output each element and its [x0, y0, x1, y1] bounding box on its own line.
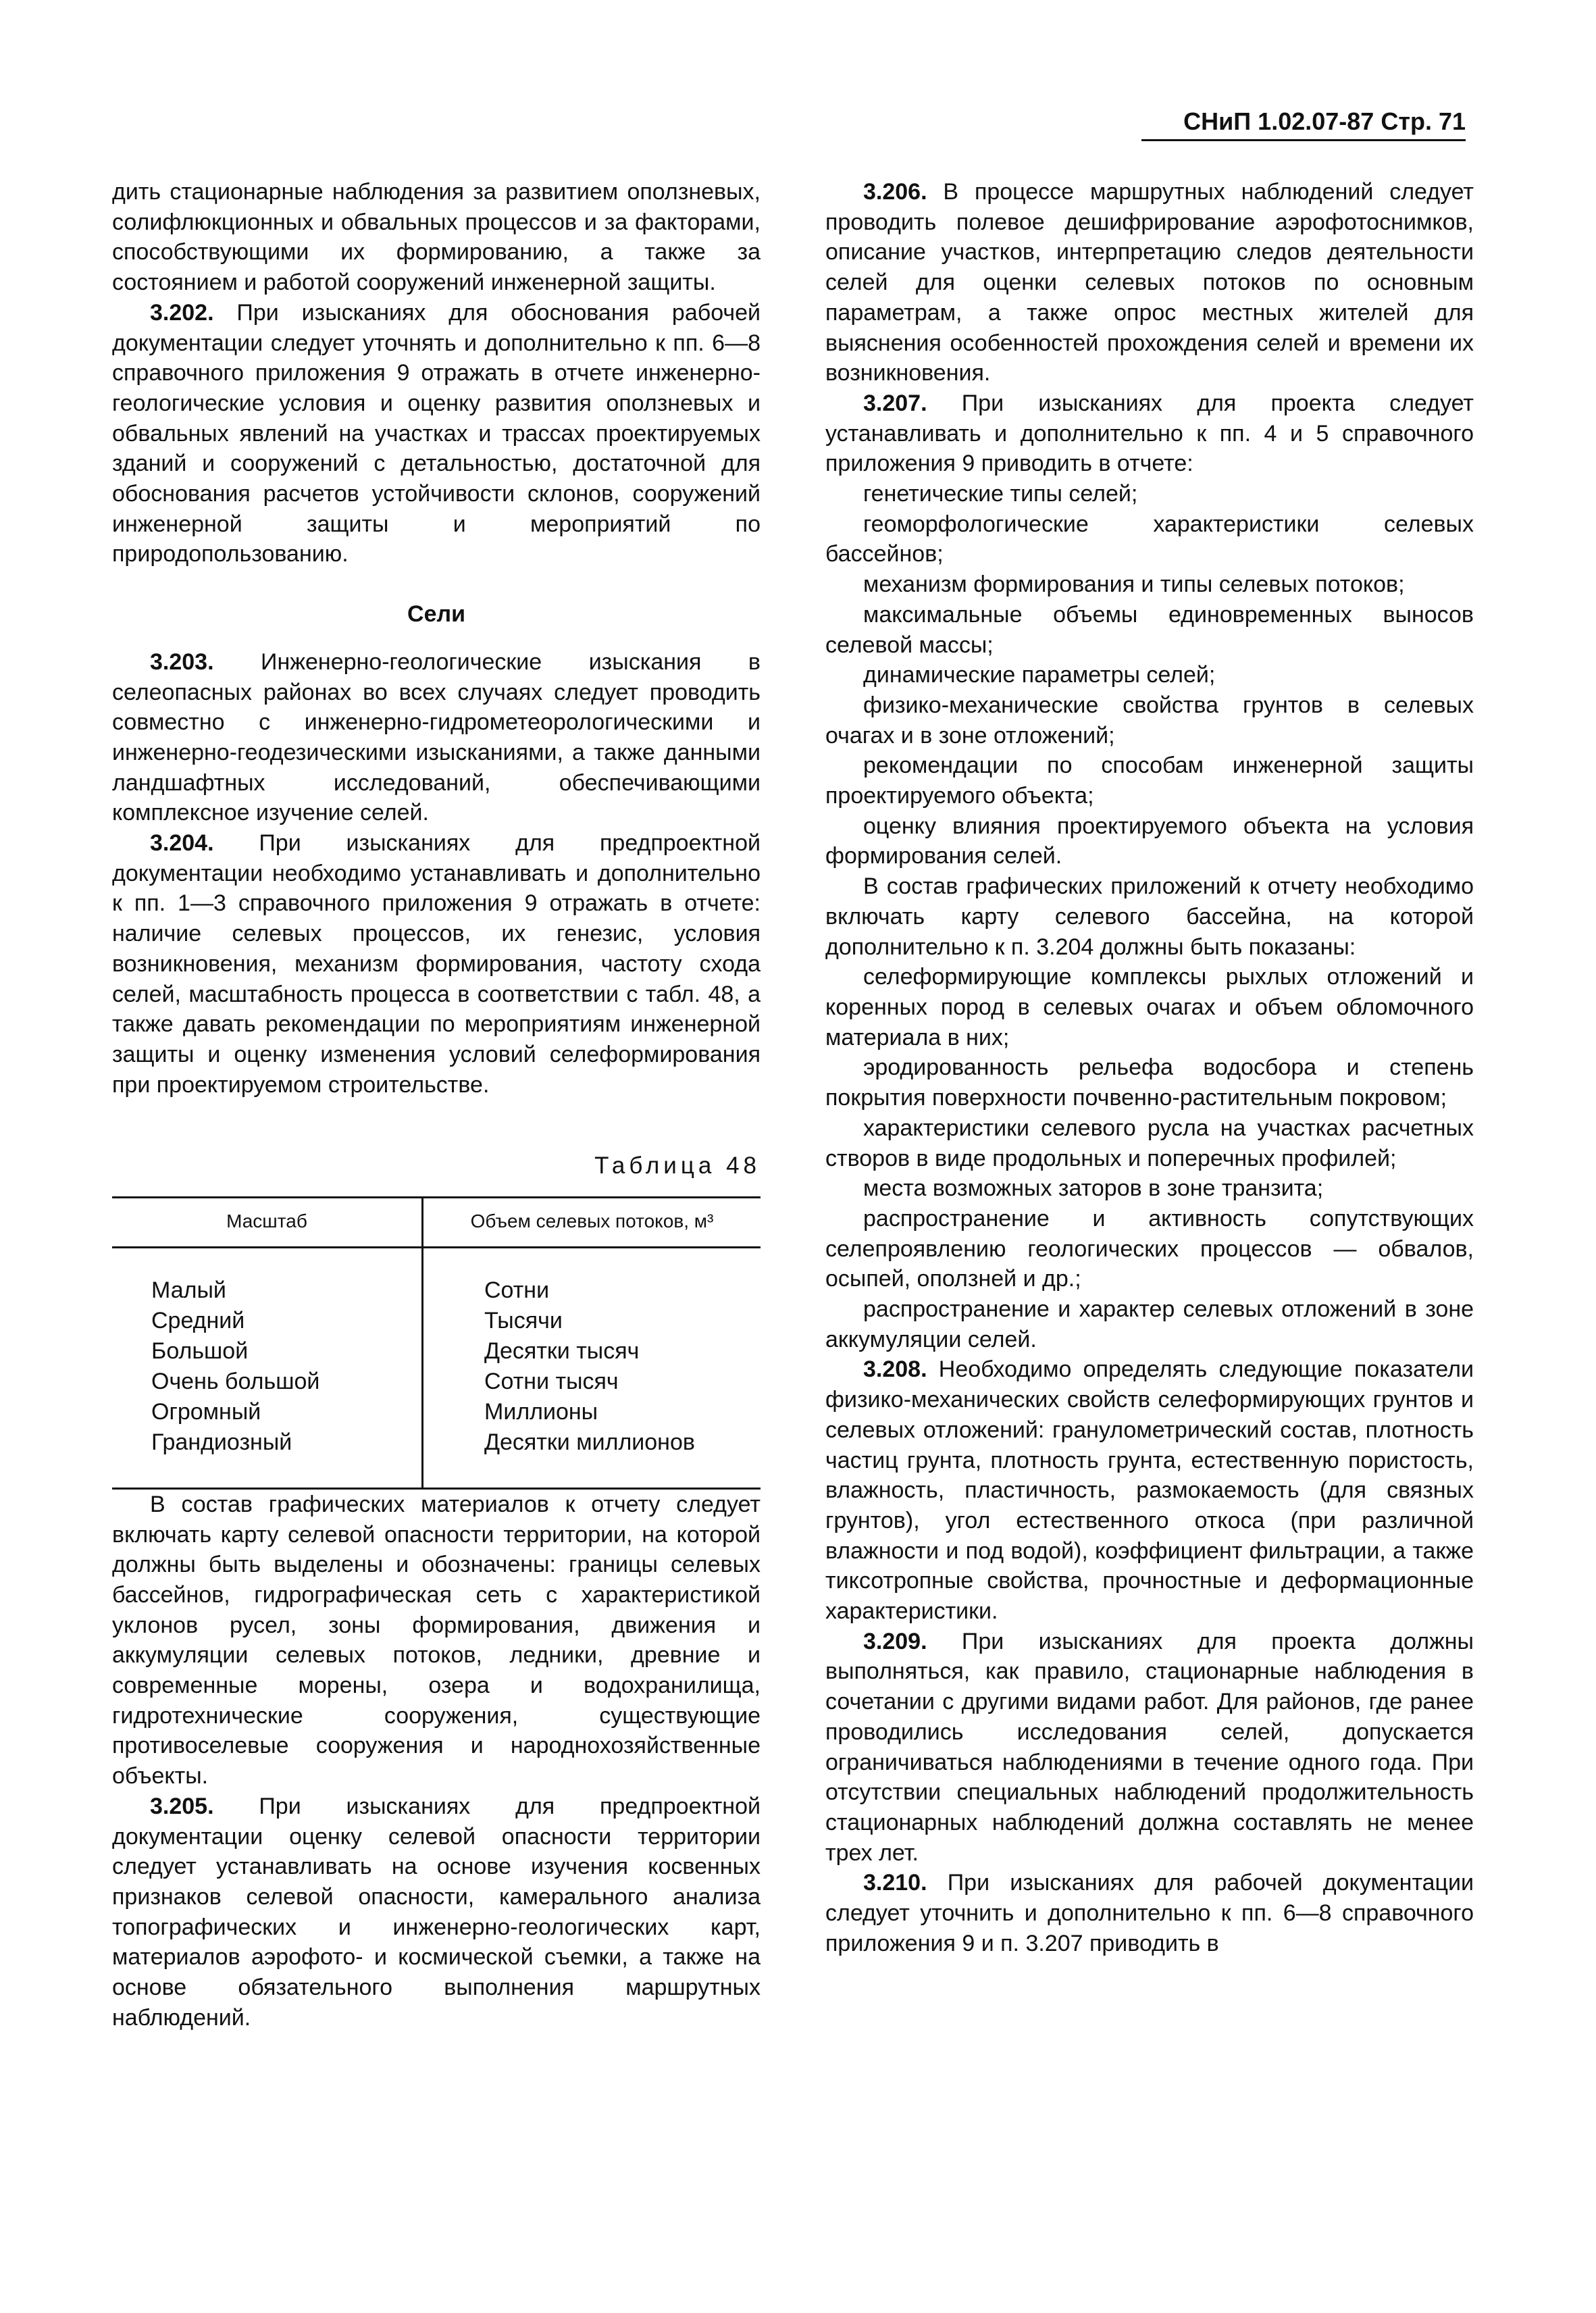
clause-number: 3.204.: [150, 830, 214, 857]
page-header: СНиП 1.02.07-87 Стр. 71: [1141, 107, 1466, 141]
clause-text: При изысканиях для предпроектной документации оценку селевой опасности территории следует устанавливать на основе изучения косвенных признаков селевой опасности, камерального анализа топографических и инженерно-геологических карт, материалов аэрофото- и космической съемки, а также на основе обязательного выполнения маршрутных наблюдений.: [112, 1793, 761, 2031]
clause-text: При изысканиях для проекта следует устанавливать и дополнительно к пп. 4 и 5 справочного приложения 9 приводить в отчете:: [825, 390, 1474, 477]
clause-text: При изысканиях для проекта должны выполняться, как правило, стационарные наблюдения в сочетании с другими видами работ. Для районов, где ранее проводились исследования селей, допускается ограничиваться наблюдениями в течение одного года. При отсутствии специальных наблюдений продолжительность стационарных наблюдений должна составлять не менее трех лет.: [825, 1628, 1474, 1866]
cell-volume: Десятки тысяч: [484, 1338, 640, 1364]
clause-text: При изысканиях для предпроектной документации необходимо устанавливать и дополнительно к пп. 1—3 справочного приложения 9 отражать в отчете: наличие селевых процессов, их генезис, условия возникновения, механизм формирования, частоту схода селей, масштабность процесса в соответствии с табл. 48, а также давать рекомендации по мероприятиям инженерной защиты и оценку изменения условий селеформирования при проектируемом строительстве.: [112, 830, 761, 1098]
list-item: динамические параметры селей;: [863, 662, 1216, 688]
paragraph-3-203: [112, 647, 761, 828]
paragraph-3-209: [825, 1627, 1474, 1869]
paragraph-3-208: [825, 1354, 1474, 1626]
paragraph-3-205: [112, 1791, 761, 2033]
cell-scale: Грандиозный: [112, 1427, 423, 1489]
cell-volume: Миллионы: [484, 1398, 598, 1425]
paragraph-3-210: [825, 1868, 1474, 1958]
right-column: [825, 177, 1474, 1958]
paragraph: дить стационарные наблюдения за развитием оползневых, солифлюкционных и обвальных процессов и за факторами, способствующими их формированию, а также за состоянием и работой сооружений инженерной защиты.: [112, 179, 761, 296]
left-column: [112, 177, 761, 2033]
cell-scale: Огромный: [112, 1397, 423, 1427]
paragraph: В состав графических приложений к отчету необходимо включать карту селевого бассейна, на которой дополнительно к п. 3.204 должны быть показаны:: [825, 873, 1474, 960]
table-row: [112, 1397, 761, 1427]
list-item: селеформирующие комплексы рыхлых отложений и коренных пород в селевых очагах и объем обломочного материала в них;: [825, 964, 1474, 1050]
table-row: [112, 1427, 761, 1489]
cell-volume: Сотни тысяч: [484, 1368, 619, 1394]
clause-text: Необходимо определять следующие показатели физико-механических свойств селеформирующих грунтов и селевых отложений: гранулометрический состав, плотность частиц грунта, плотность грунта, естественную пористость, влажность, пластичность, размокаемость (для связных грунтов), угол естественного откоса (при различной влажности и под водой), коэффициент фильтрации, а также тиксотропные свойства, прочностные и деформационные характеристики.: [825, 1356, 1474, 1625]
list-item: эродированность рельефа водосбора и степень покрытия поверхности почвенно-растительным покровом;: [825, 1054, 1474, 1111]
list-item: физико-механические свойства грунтов в селевых очагах и в зоне отложений;: [825, 692, 1474, 748]
clause-number: 3.205.: [150, 1793, 214, 1819]
clause-number: 3.206.: [863, 179, 927, 205]
clause-text: При изысканиях для рабочей документации следует уточнить и дополнительно к пп. 6—8 справочного приложения 9 и п. 3.207 приводить в: [825, 1870, 1474, 1956]
clause-number: 3.207.: [863, 390, 927, 416]
list-item: распространение и активность сопутствующих селепроявлению геологических процессов — обвалов, осыпей, оползней и др.;: [825, 1205, 1474, 1292]
list-item: механизм формирования и типы селевых потоков;: [863, 571, 1405, 598]
table-row: [112, 1367, 761, 1397]
column-header-volume: Объем селевых потоков, м³: [423, 1198, 761, 1248]
list-item: генетические типы селей;: [863, 481, 1138, 507]
list-item: характеристики селевого русла на участках расчетных створов в виде продольных и поперечных профилей;: [825, 1115, 1474, 1171]
cell-volume: Тысячи: [484, 1307, 563, 1333]
table-row: [112, 1247, 761, 1306]
clause-number: 3.210.: [863, 1870, 927, 1896]
cell-scale: Малый: [112, 1247, 423, 1306]
list-item: максимальные объемы единовременных выносов селевой массы;: [825, 601, 1474, 658]
table-caption: Таблица 48: [594, 1152, 761, 1179]
paragraph-3-206: [825, 177, 1474, 388]
clause-text: При изысканиях для обоснования рабочей документации следует уточнять и дополнительно к пп. 6—8 справочного приложения 9 отражать в отчете инженерно-геологические условия и оценку развития оползневых и обвальных явлений на участках и трассах проектируемых зданий и сооружений с детальностью, достаточной для обоснования расчетов устойчивости склонов, сооружений инженерной защиты и мероприятий по природопользованию.: [112, 299, 761, 567]
paragraph-3-202: [112, 298, 761, 569]
list-item: оценку влияния проектируемого объекта на условия формирования селей.: [825, 813, 1474, 869]
clause-number: 3.208.: [863, 1356, 927, 1383]
paragraph-3-204: [112, 828, 761, 1100]
cell-volume: Десятки миллионов: [423, 1427, 761, 1489]
clause-number: 3.209.: [863, 1628, 927, 1654]
list-item: геоморфологические характеристики селевых бассейнов;: [825, 511, 1474, 567]
table-row: [112, 1306, 761, 1336]
clause-number: 3.203.: [150, 649, 214, 675]
clause-text: В процессе маршрутных наблюдений следует проводить полевое дешифрирование аэрофотоснимков, описание участков, интерпретацию следов деятельности селей для оценки селевых потоков по основным параметрам, а также опрос местных жителей для выяснения особенностей прохождения селей и времени их возникновения.: [825, 179, 1474, 386]
cell-scale: Большой: [112, 1336, 423, 1367]
clause-number: 3.202.: [150, 299, 214, 326]
table-header-row: [112, 1198, 761, 1248]
paragraph: В состав графических материалов к отчету следует включать карту селевой опасности территории, на которой должны быть выделены и обозначены: границы селевых бассейнов, гидрографическая сеть с характеристикой уклонов русел, зоны формирования, движения и аккумуляции селевых потоков, ледники, древние и современные морены, озера и водохранилища, гидротехнические сооружения, существующие противоселевые сооружения и народнохозяйственные объекты.: [112, 1491, 761, 1789]
cell-volume: Сотни: [484, 1277, 550, 1303]
table-row: [112, 1336, 761, 1367]
section-heading: Сели: [407, 601, 465, 628]
list-item: рекомендации по способам инженерной защиты проектируемого объекта;: [825, 753, 1474, 809]
cell-scale: Очень большой: [112, 1367, 423, 1397]
list-item: распространение и характер селевых отложений в зоне аккумуляции селей.: [825, 1296, 1474, 1352]
list-item: места возможных заторов в зоне транзита;: [863, 1175, 1324, 1202]
paragraph-3-207: [825, 388, 1474, 479]
clause-text: Инженерно-геологические изыскания в селеопасных районах во всех случаях следует проводить совместно с инженерно-гидрометеорологическими и инженерно-геодезическими изысканиями, а также данными ландшафтных исследований, обеспечивающими комплексное изучение селей.: [112, 649, 761, 826]
table-48: [112, 1196, 761, 1490]
cell-scale: Средний: [112, 1306, 423, 1336]
column-header-scale: Масштаб: [112, 1198, 423, 1248]
